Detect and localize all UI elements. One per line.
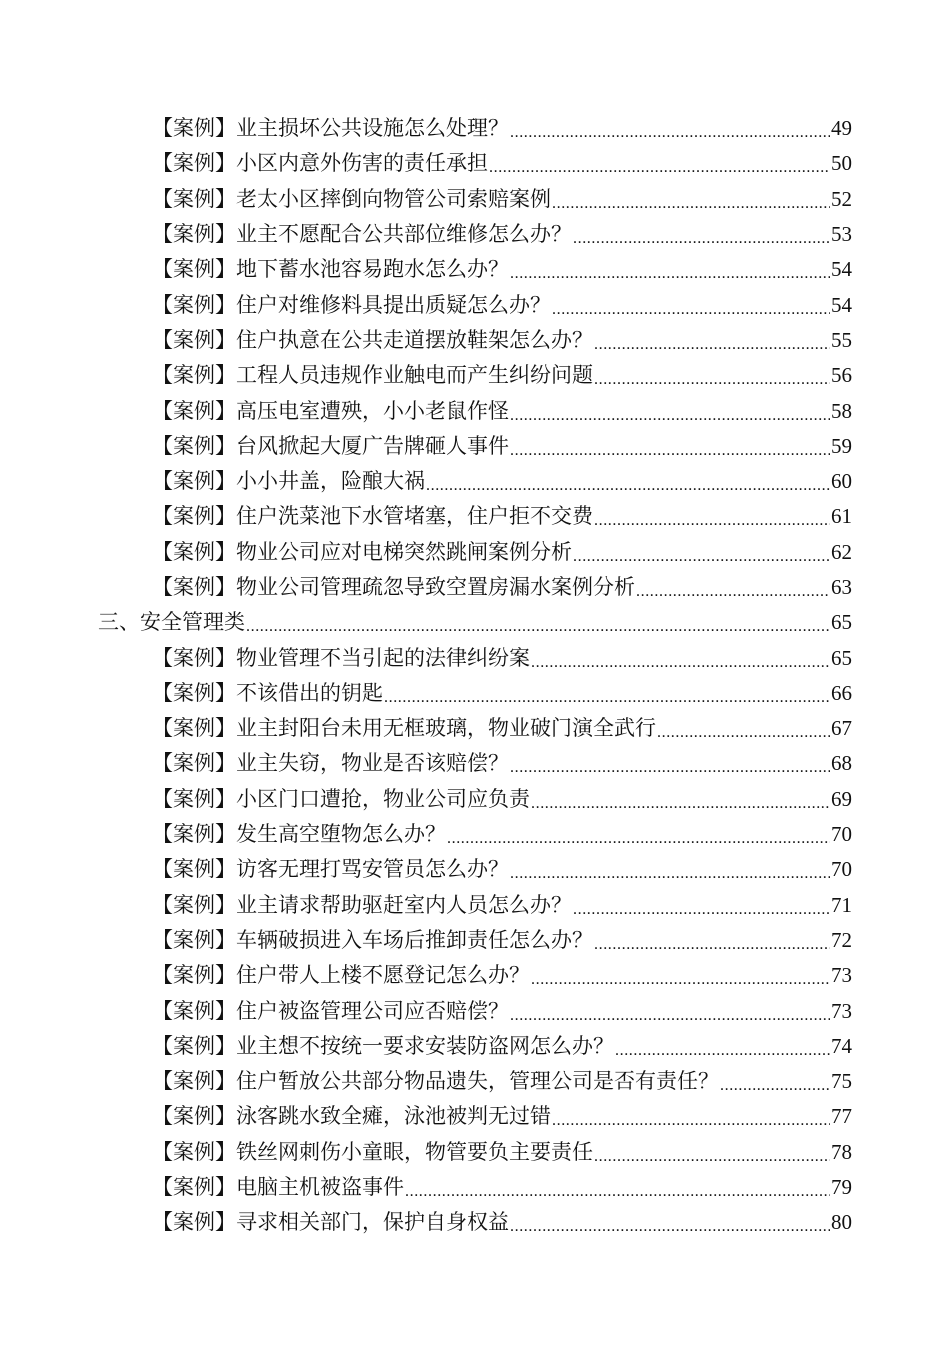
- dot-leader: [552, 288, 830, 323]
- toc-page-number: 50: [831, 151, 852, 176]
- toc-entry[interactable]: [0, 746, 852, 781]
- toc-entry-title: 【案例】物业管理不当引起的法律纠纷案: [152, 645, 530, 670]
- toc-page-number: 67: [831, 716, 852, 741]
- toc-page-number: 77: [831, 1104, 852, 1129]
- toc-page-number: 75: [831, 1069, 852, 1094]
- toc-entry[interactable]: [0, 711, 852, 746]
- dot-leader: [573, 888, 830, 923]
- dot-leader: [657, 711, 830, 746]
- dot-leader: [510, 429, 830, 464]
- toc-entry-title: 【案例】不该借出的钥匙: [152, 680, 383, 705]
- toc-page-number: 80: [831, 1210, 852, 1235]
- toc-entry[interactable]: [0, 464, 852, 499]
- toc-entry[interactable]: [0, 111, 852, 146]
- dot-leader: [510, 1205, 830, 1240]
- toc-entry-title: 【案例】电脑主机被盗事件: [152, 1175, 404, 1200]
- toc-entry-title: 【案例】业主封阳台未用无框玻璃，物业破门演全武行: [152, 716, 656, 741]
- dot-leader: [531, 641, 830, 676]
- dot-leader: [573, 217, 830, 252]
- toc-entry[interactable]: [0, 1170, 852, 1205]
- table-of-contents: [0, 111, 950, 1241]
- toc-entry-title: 【案例】业主不愿配合公共部位维修怎么办？: [152, 222, 572, 247]
- dot-leader: [510, 394, 830, 429]
- toc-entry-title: 【案例】高压电室遭殃，小小老鼠作怪: [152, 398, 509, 423]
- dot-leader: [384, 676, 830, 711]
- dot-leader: [594, 358, 830, 393]
- toc-entry-title: 【案例】住户洗菜池下水管堵塞，住户拒不交费: [152, 504, 593, 529]
- toc-entry-title: 【案例】业主损坏公共设施怎么处理？: [152, 116, 509, 141]
- toc-page-number: 65: [831, 645, 852, 670]
- toc-entry[interactable]: [0, 958, 852, 993]
- toc-entry[interactable]: [0, 217, 852, 252]
- dot-leader: [531, 782, 830, 817]
- toc-entry-title: 【案例】小区门口遭抢，物业公司应负责: [152, 786, 530, 811]
- toc-entry-title: 【案例】住户带人上楼不愿登记怎么办？: [152, 963, 530, 988]
- dot-leader: [552, 1099, 830, 1134]
- toc-entry[interactable]: [0, 570, 852, 605]
- toc-entry[interactable]: [0, 287, 852, 322]
- toc-entry-title: 【案例】铁丝网刺伤小童眼，物管要负主要责任: [152, 1139, 593, 1164]
- toc-page-number: 78: [831, 1139, 852, 1164]
- toc-page-number: 70: [831, 857, 852, 882]
- toc-page-number: 68: [831, 751, 852, 776]
- toc-page-number: 54: [831, 257, 852, 282]
- dot-leader: [636, 570, 830, 605]
- toc-entry-title: 【案例】发生高空堕物怎么办？: [152, 822, 446, 847]
- dot-leader: [510, 852, 830, 887]
- toc-entry[interactable]: [0, 993, 852, 1028]
- toc-entry[interactable]: [0, 323, 852, 358]
- toc-page-number: 69: [831, 786, 852, 811]
- toc-entry[interactable]: [0, 252, 852, 287]
- toc-entry[interactable]: [0, 1029, 852, 1064]
- toc-page-number: 74: [831, 1033, 852, 1058]
- toc-page-number: 73: [831, 998, 852, 1023]
- toc-entry[interactable]: [0, 1064, 852, 1099]
- toc-entry-title: 【案例】业主请求帮助驱赶室内人员怎么办？: [152, 892, 572, 917]
- toc-section-title: 三、安全管理类: [98, 610, 245, 635]
- toc-page-number: 55: [831, 327, 852, 352]
- toc-page-number: 72: [831, 927, 852, 952]
- dot-leader: [510, 746, 830, 781]
- dot-leader: [426, 464, 830, 499]
- toc-entry[interactable]: [0, 676, 852, 711]
- toc-page-number: 61: [831, 504, 852, 529]
- dot-leader: [489, 146, 830, 181]
- dot-leader: [531, 958, 830, 993]
- toc-entry-title: 【案例】寻求相关部门，保护自身权益: [152, 1210, 509, 1235]
- toc-entry[interactable]: [0, 1205, 852, 1240]
- toc-entry-title: 【案例】业主想不按统一要求安装防盗网怎么办？: [152, 1033, 614, 1058]
- toc-entry[interactable]: [0, 358, 852, 393]
- toc-page-number: 56: [831, 363, 852, 388]
- dot-leader: [510, 111, 830, 146]
- toc-page-number: 54: [831, 292, 852, 317]
- toc-entry[interactable]: [0, 1135, 852, 1170]
- toc-entry[interactable]: [0, 429, 852, 464]
- toc-entry-title: 【案例】住户对维修料具提出质疑怎么办？: [152, 292, 551, 317]
- toc-page-number: 63: [831, 575, 852, 599]
- dot-leader: [510, 994, 830, 1029]
- dot-leader: [594, 1135, 830, 1170]
- toc-entry-title: 【案例】住户执意在公共走道摆放鞋架怎么办？: [152, 327, 593, 352]
- toc-page-number: 65: [831, 610, 852, 635]
- toc-page-number: 53: [831, 222, 852, 247]
- toc-entry-title: 【案例】业主失窃，物业是否该赔偿？: [152, 751, 509, 776]
- toc-entry-title: 【案例】住户被盗管理公司应否赔偿？: [152, 998, 509, 1023]
- dot-leader: [573, 535, 830, 570]
- toc-entry-title: 【案例】访客无理打骂安管员怎么办？: [152, 857, 509, 882]
- toc-entry-title: 【案例】物业公司管理疏忽导致空置房漏水案例分析: [152, 575, 635, 599]
- toc-page-number: 79: [831, 1175, 852, 1200]
- toc-entry[interactable]: [0, 1099, 852, 1134]
- toc-page-number: 60: [831, 469, 852, 494]
- toc-entry[interactable]: [0, 499, 852, 534]
- toc-entry-title: 【案例】车辆破损进入车场后推卸责任怎么办？: [152, 927, 593, 952]
- dot-leader: [246, 605, 830, 640]
- toc-entry[interactable]: [0, 535, 852, 570]
- toc-page-number: 49: [831, 116, 852, 141]
- toc-entry-title: 【案例】住户暂放公共部分物品遗失，管理公司是否有责任？: [152, 1069, 719, 1094]
- dot-leader: [447, 817, 830, 852]
- dot-leader: [405, 1170, 830, 1205]
- toc-entry-title: 【案例】老太小区摔倒向物管公司索赔案例: [152, 186, 551, 211]
- toc-entry-title: 【案例】工程人员违规作业触电而产生纠纷问题: [152, 363, 593, 388]
- toc-entry-title: 【案例】小小井盖，险酿大祸: [152, 469, 425, 494]
- toc-entry[interactable]: [0, 888, 852, 923]
- toc-entry-title: 【案例】小区内意外伤害的责任承担: [152, 151, 488, 176]
- toc-entry-title: 【案例】泳客跳水致全瘫，泳池被判无过错: [152, 1104, 551, 1129]
- dot-leader: [510, 252, 830, 287]
- toc-entry-title: 【案例】台风掀起大厦广告牌砸人事件: [152, 433, 509, 458]
- toc-entry[interactable]: [0, 393, 852, 428]
- toc-entry[interactable]: [0, 640, 852, 675]
- toc-entry[interactable]: [0, 817, 852, 852]
- toc-page-number: 71: [831, 892, 852, 917]
- dot-leader: [552, 182, 830, 217]
- dot-leader: [594, 499, 830, 534]
- toc-page-number: 73: [831, 963, 852, 988]
- toc-page-number: 70: [831, 822, 852, 847]
- toc-entry-title: 【案例】地下蓄水池容易跑水怎么办？: [152, 257, 509, 282]
- toc-entry-title: 【案例】物业公司应对电梯突然跳闸案例分析: [152, 539, 572, 564]
- toc-entry[interactable]: [0, 182, 852, 217]
- toc-page-number: 66: [831, 680, 852, 705]
- toc-entry[interactable]: [0, 852, 852, 887]
- toc-entry[interactable]: [0, 923, 852, 958]
- toc-section-heading[interactable]: [0, 605, 852, 640]
- toc-page-number: 58: [831, 398, 852, 423]
- toc-entry[interactable]: [0, 782, 852, 817]
- toc-page-number: 62: [831, 539, 852, 564]
- toc-entry[interactable]: [0, 146, 852, 181]
- dot-leader: [594, 323, 830, 358]
- dot-leader: [720, 1064, 830, 1099]
- toc-page-number: 59: [831, 433, 852, 458]
- toc-page-number: 52: [831, 186, 852, 211]
- dot-leader: [615, 1029, 830, 1064]
- dot-leader: [594, 923, 830, 958]
